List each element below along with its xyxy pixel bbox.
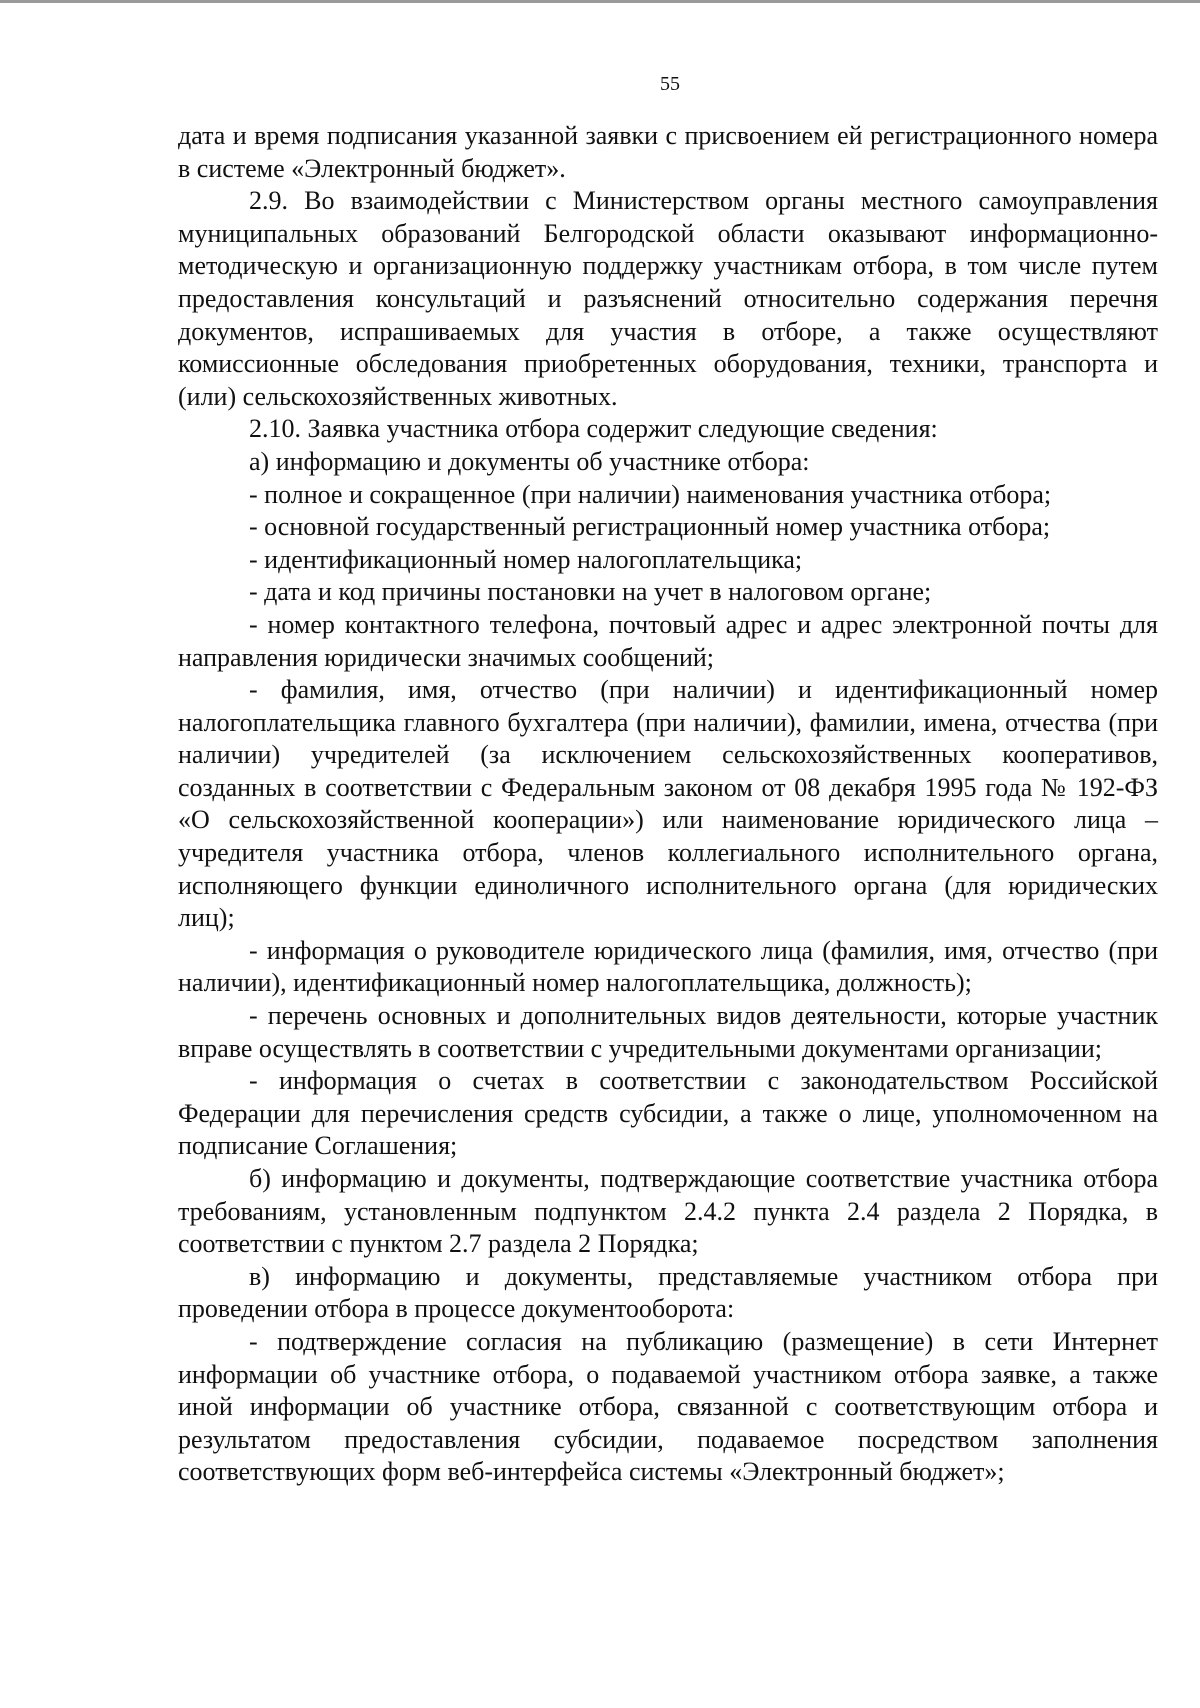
list-item: - идентификационный номер налогоплательщика; xyxy=(249,544,803,574)
list-item: - дата и код причины постановки на учет в налоговом органе; xyxy=(249,577,932,607)
list-item: - перечень основных и дополнительных видов деятельности, которые участник вправе осуществлять в соответствии с учредительными документами организации; xyxy=(178,1001,1158,1063)
list-item: - номер контактного телефона, почтовый адрес и адрес электронной почты для направления юридически значимых сообщений; xyxy=(178,609,1158,672)
paragraph-2-9: 2.9. Во взаимодействии с Министерством органы местного самоуправления муниципальных образований Белгородской области оказывают информационно-методическую и организационную поддержку участникам отбора, в том числе путем предоставления консультаций и разъяснений относительно содержания перечня документов, испрашиваемых для участия в отборе, а также осуществляют комиссионные обследования приобретенных оборудования, техники, транспорта и (или) сельскохозяйственных животных. xyxy=(178,186,1158,411)
list-item: - подтверждение согласия на публикацию (размещение) в сети Интернет информации об участнике отбора, о подаваемой участником отбора заявке, а также иной информации об участнике отбора, связанной с соответствующим отбора и результатом предоставления субсидии, подаваемое посредством заполнения соответствующих форм веб-интерфейса системы «Электронный бюджет»; xyxy=(178,1326,1158,1487)
subparagraph-a: а) информацию и документы об участнике отбора: xyxy=(249,446,810,476)
subparagraph-v: в) информацию и документы, представляемые участником отбора при проведении отбора в процессе документооборота: xyxy=(178,1261,1158,1324)
list-item: - информация о руководителе юридического лица (фамилия, имя, отчество (при наличии), идентификационный номер налогоплательщика, должность); xyxy=(178,935,1158,998)
page-number: 55 xyxy=(660,73,680,95)
document-body xyxy=(178,120,1158,1489)
list-item: - основной государственный регистрационный номер участника отбора; xyxy=(249,512,1051,542)
paragraph-2-10: 2.10. Заявка участника отбора содержит следующие сведения: xyxy=(249,414,938,444)
scan-edge xyxy=(0,0,1200,3)
list-item: - информация о счетах в соответствии с законодательством Российской Федерации для перечисления средств субсидии, а также о лице, уполномоченном на подписание Соглашения; xyxy=(178,1066,1158,1161)
list-item: - фамилия, имя, отчество (при наличии) и идентификационный номер налогоплательщика главного бухгалтера (при наличии), фамилии, имена, отчества (при наличии) учредителей (за исключением сельскохозяйственных кооперативов, созданных в соответствии с Федеральным законом от 08 декабря 1995 года № 192-ФЗ «О сельскохозяйственной кооперации») или наименование юридического лица – учредителя участника отбора, членов коллегиального исполнительного органа, исполняющего функции единоличного исполнительного органа (для юридических лиц); xyxy=(178,675,1158,933)
subparagraph-b: б) информацию и документы, подтверждающие соответствие участника отбора требованиям, установленным подпунктом 2.4.2 пункта 2.4 раздела 2 Порядка, в соответствии с пунктом 2.7 раздела 2 Порядка; xyxy=(178,1164,1158,1259)
paragraph-continuation: дата и время подписания указанной заявки с присвоением ей регистрационного номера в системе «Электронный бюджет». xyxy=(178,121,1158,183)
list-item: - полное и сокращенное (при наличии) наименования участника отбора; xyxy=(249,479,1052,509)
